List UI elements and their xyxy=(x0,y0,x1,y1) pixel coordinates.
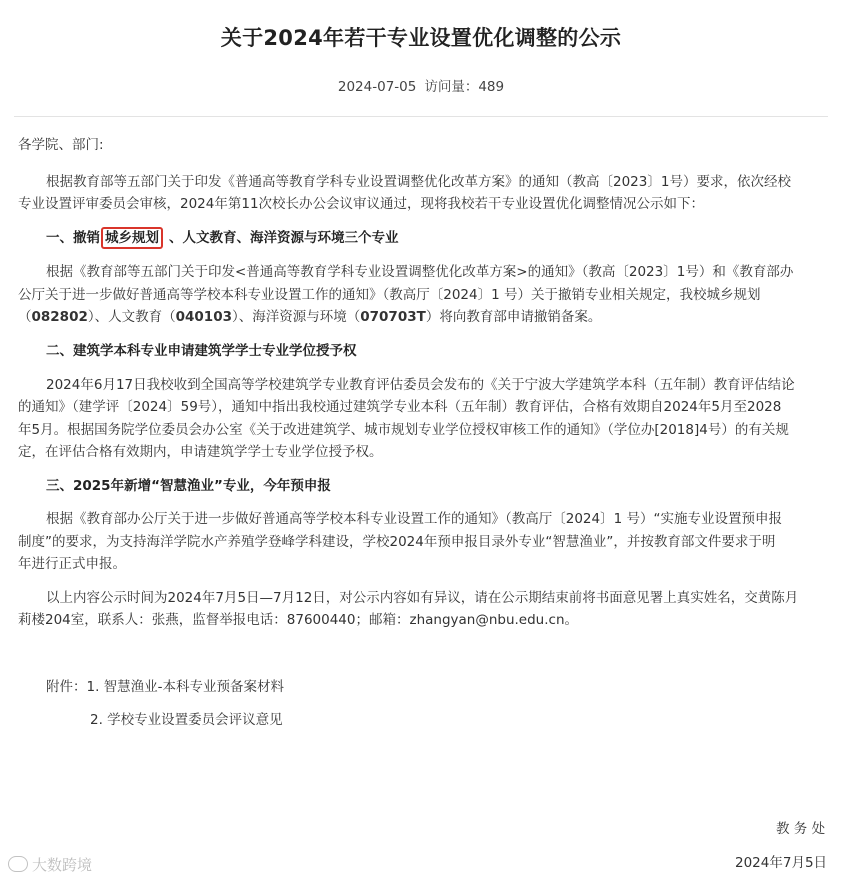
watermark-text: 大数跨境 xyxy=(32,856,93,874)
divider xyxy=(14,116,828,117)
notice-line-2: 莉楼204室，联系人：张燕，监督举报电话：87600440；邮箱：zhangyan@nbu.edu.cn。 xyxy=(18,612,579,628)
notice-line-1: 以上内容公示时间为2024年7月5日—7月12日，对公示内容如有异议，请在公示期结束前将书面意见署上真实姓名，交黄陈月 xyxy=(46,590,799,606)
section2-line-4: 定，在评估合格有效期内，申请建筑学学士专业学位授予权。 xyxy=(18,444,383,460)
attachment-item-1: 1. 智慧渔业-本科专业预备案材料 xyxy=(86,679,285,695)
section3-line-3: 年进行正式申报。 xyxy=(18,556,126,572)
text-humanities: ）、人文教育（ xyxy=(87,309,176,325)
attachment-2: 2. 学校专业设置委员会评议意见 xyxy=(90,712,283,728)
signature-date: 2024年7月5日 xyxy=(735,855,828,871)
section2-line-3: 年5月。根据国务院学位委员会办公室《关于改进建筑学、城市规划专业学位授权审核工作的通知》（学位办[2018]4号）的有关规 xyxy=(18,422,789,438)
article-meta xyxy=(0,75,842,95)
watermark-icon xyxy=(8,856,28,872)
view-count: 访问量：489 xyxy=(424,79,505,95)
intro-line-2: 专业设置评审委员会审核，2024年第11次校长办公会议审议通过，现将我校若干专业设置优化调整情况公示如下： xyxy=(18,196,705,212)
attachment-label: 附件： xyxy=(46,679,87,695)
section1-line-2: 公厅关于进一步做好普通高等学校本科专业设置工作的通知》（教高厅〔2024〕1 号）关于撤销专业相关规定，我校城乡规划 xyxy=(18,287,761,303)
signature-office: 教 务 处 xyxy=(776,821,826,837)
code-marine: 070703T xyxy=(360,309,426,325)
section3-line-1: 根据《教育部办公厅关于进一步做好普通高等学校本科专业设置工作的通知》（教高厅〔2024〕1 号）“实施专业设置预申报 xyxy=(46,511,782,527)
section1-suffix: 、人文教育、海洋资源与环境三个专业 xyxy=(169,230,399,246)
attachment-1 xyxy=(18,676,842,699)
publish-date: 2024-07-05 xyxy=(337,79,417,95)
code-humanities: 040103 xyxy=(175,309,232,325)
text-end: ）将向教育部申请撤销备案。 xyxy=(425,309,602,325)
salutation: 各学院、部门: xyxy=(18,137,104,153)
section3-line-2: 制度”的要求，为支持海洋学院水产养殖学登峰学科建设，学校2024年预申报目录外专业“智慧渔业”，并按教育部文件要求于明 xyxy=(18,534,776,550)
intro-line-1: 根据教育部等五部门关于印发《普通高等教育学科专业设置调整优化改革方案》的通知（教高〔2023〕1号）要求，依次经校 xyxy=(46,174,791,190)
section1-heading xyxy=(18,227,842,250)
section2-line-2: 的通知》（建学评〔2024〕59号），通知中指出我校通过建筑学专业本科（五年制）教育评估，合格有效期自2024年5月至2028 xyxy=(18,399,782,415)
code-urban-planning: 082802 xyxy=(31,309,88,325)
paren-open: （ xyxy=(18,309,32,325)
section2-heading: 二、建筑学本科专业申请建筑学学士专业学位授予权 xyxy=(46,343,357,359)
section3-heading: 三、2025年新增“智慧渔业”专业，今年预申报 xyxy=(46,478,331,494)
section1-line-3 xyxy=(18,306,822,329)
section1-line-1: 根据《教育部等五部门关于印发<普通高等教育学科专业设置调整优化改革方案>的通知》（教高〔2023〕1号）和《教育部办 xyxy=(46,264,794,280)
text-marine: ）、海洋资源与环境（ xyxy=(232,309,361,325)
section2-line-1: 2024年6月17日我校收到全国高等学校建筑学专业教育评估委员会发布的《关于宁波大学建筑学本科（五年制）教育评估结论 xyxy=(46,377,795,393)
highlight-box: 城乡规划 xyxy=(101,227,163,249)
section1-prefix: 一、撤销 xyxy=(46,230,100,246)
page-title: 关于2024年若干专业设置优化调整的公示 xyxy=(220,26,622,50)
watermark xyxy=(8,854,92,875)
